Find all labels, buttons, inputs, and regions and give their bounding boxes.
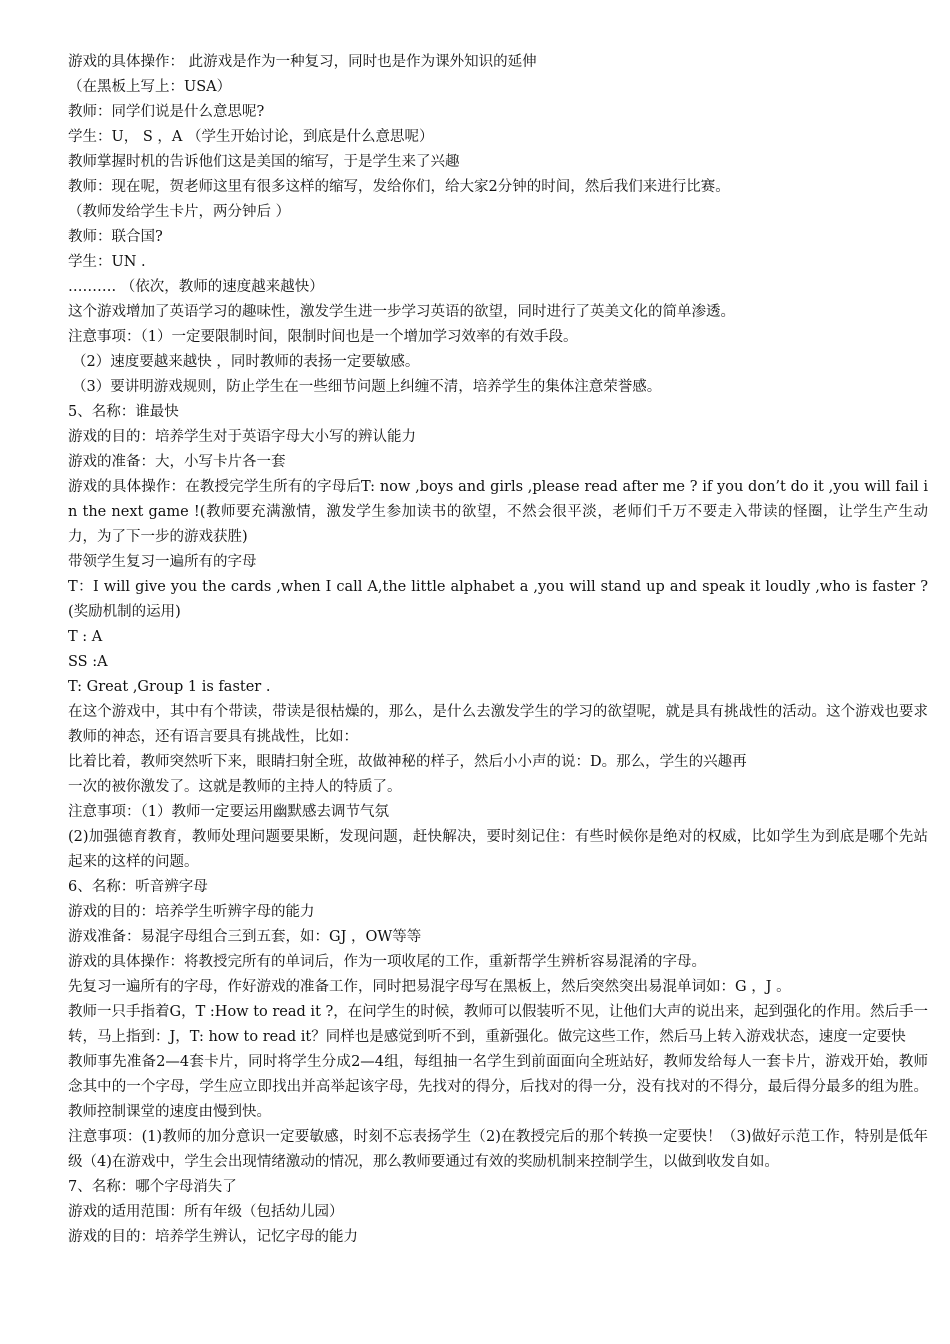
doc-line: 注意事项：（1）教师一定要运用幽默感去调节气氛 [68, 804, 389, 820]
doc-line: 带领学生复习一遍所有的字母 [68, 554, 257, 570]
doc-paragraph: 教师一只手指着G，T :How to read it ?，在问学生的时候，教师可以假装听不见，让他们大声的说出来，起到强化的作用。然后手一转，马上指到：J，T: how to read it？同样也是感觉到听不到，重新强化。做完这些工作，然后马上转入游戏状态，速度一定要快 [68, 1004, 928, 1045]
doc-line: 游戏的具体操作：将教授完所有的单词后，作为一项收尾的工作，重新帮学生辨析容易混淆的字母。 [68, 954, 706, 970]
doc-line: 教师：现在呢，贺老师这里有很多这样的缩写，发给你们，给大家2分钟的时间，然后我们来进行比赛。 [68, 179, 730, 195]
doc-paragraph: 在这个游戏中，其中有个带读，带读是很枯燥的，那么，是什么去激发学生的学习的欲望呢，就是具有挑战性的活动。这个游戏也要求教师的神态，还有语言要具有挑战性，比如： [68, 704, 928, 745]
doc-line: T : A [68, 629, 103, 645]
section-heading: 7、名称：哪个字母消失了 [68, 1179, 237, 1195]
doc-paragraph: 注意事项：(1)教师的加分意识一定要敏感，时刻不忘表扬学生（2)在教授完后的那个转换一定要快！（3)做好示范工作，特别是低年级（4)在游戏中，学生会出现情绪激动的情况，那么教师要通过有效的奖励机制来控制学生，以做到收发自如。 [68, 1129, 928, 1170]
doc-paragraph: 教师事先准备2—4套卡片，同时将学生分成2—4组，每组抽一名学生到前面面向全班站好，教师发给每人一套卡片，游戏开始，教师念其中的一个字母，学生应立即找出并高举起该字母，先找对的得分，后找对的得一分，没有找对的不得分，最后得分最多的组为胜。教师控制课堂的速度由慢到快。 [68, 1054, 928, 1120]
doc-line: 一次的被你激发了。这就是教师的主持人的特质了。 [68, 779, 402, 795]
doc-paragraph: (2)加强德育教育，教师处理问题要果断，发现问题，赶快解决，要时刻记住：有些时候你是绝对的权威，比如学生为到底是哪个先站起来的这样的问题。 [68, 829, 928, 870]
doc-line: 学生：UN . [68, 254, 146, 270]
doc-line: ………. （依次，教师的速度越来越快） [68, 279, 324, 295]
doc-line: 游戏的适用范围：所有年级（包括幼儿园） [68, 1204, 344, 1220]
doc-line: 教师：同学们说是什么意思呢? [68, 104, 265, 120]
doc-line: 比着比着，教师突然听下来，眼睛扫射全班，故做神秘的样子，然后小小声的说：D。那么，学生的兴趣再 [68, 754, 747, 770]
doc-line: T: Great ,Group 1 is faster . [68, 679, 271, 695]
doc-paragraph: T：I will give you the cards ,when I call A,the little alphabet a ,you will stand up and speak it loudly ,who is faster ?(奖励机制的运用) [68, 579, 928, 620]
doc-line: （教师发给学生卡片，两分钟后 ） [68, 204, 291, 220]
section-heading: 5、名称：谁最快 [68, 404, 179, 420]
doc-line: （在黑板上写上：USA） [68, 79, 232, 95]
doc-line: 游戏准备：易混字母组合三到五套，如：GJ ，OW等等 [68, 929, 422, 945]
section-heading: 6、名称：听音辨字母 [68, 879, 208, 895]
doc-line: 游戏的具体操作： 此游戏是作为一种复习，同时也是作为课外知识的延伸 [68, 54, 537, 70]
doc-line: 游戏的目的：培养学生对于英语字母大小写的辨认能力 [68, 429, 416, 445]
doc-line: （2）速度要越来越快 ，同时教师的表扬一定要敏感。 [72, 354, 420, 370]
doc-paragraph: 游戏的具体操作：在教授完学生所有的字母后T: now ,boys and girls ,please read after me ? if you don’t do it ,you will fail in the next game !(教师要充满激情，激发学生参加读书的欲望，不然会很平淡，老师们千万不要走入带读的怪圈，让学生产生动力，为了下一步的游戏获胜) [68, 479, 928, 545]
doc-line: 这个游戏增加了英语学习的趣味性，激发学生进一步学习英语的欲望，同时进行了英美文化的简单渗透。 [68, 304, 735, 320]
doc-line: 注意事项：（1）一定要限制时间，限制时间也是一个增加学习效率的有效手段。 [68, 329, 578, 345]
doc-line: 游戏的准备：大，小写卡片各一套 [68, 454, 286, 470]
doc-line: 教师：联合国? [68, 229, 163, 245]
doc-line: 游戏的目的：培养学生辨认，记忆字母的能力 [68, 1229, 358, 1245]
doc-line: 先复习一遍所有的字母，作好游戏的准备工作，同时把易混字母写在黑板上，然后突然突出易混单词如：G ，J 。 [68, 979, 791, 995]
doc-line: 学生：U， S ，A （学生开始讨论，到底是什么意思呢） [68, 129, 434, 145]
doc-line: （3）要讲明游戏规则，防止学生在一些细节问题上纠缠不清，培养学生的集体注意荣誉感。 [72, 379, 662, 395]
doc-line: 教师掌握时机的告诉他们这是美国的缩写，于是学生来了兴趣 [68, 154, 460, 170]
doc-line: 游戏的目的：培养学生听辨字母的能力 [68, 904, 315, 920]
doc-line: SS :A [68, 654, 108, 670]
